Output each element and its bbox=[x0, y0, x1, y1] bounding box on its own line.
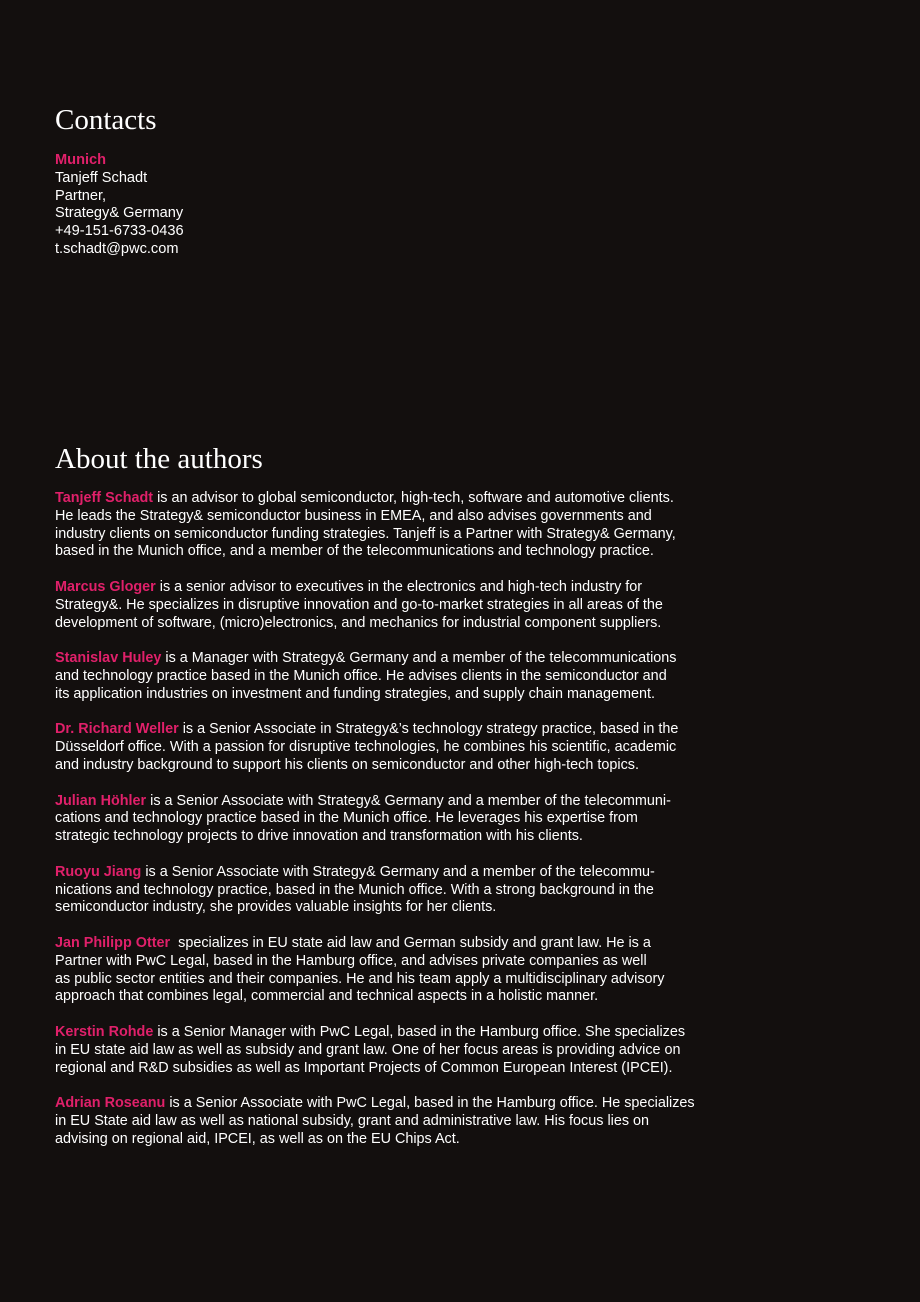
author-bio bbox=[55, 935, 715, 1006]
author-bio bbox=[55, 1024, 715, 1077]
author-bio-text: is a Senior Associate with PwC Legal, based in the Hamburg office. He specializes bbox=[165, 1095, 695, 1112]
author-bio-text: is a senior advisor to executives in the electronics and high-tech industry for bbox=[155, 578, 643, 595]
author-bio-line: strategic technology projects to drive innovation and transformation with his clients. bbox=[55, 828, 583, 845]
author-name: Julian Höhler bbox=[55, 792, 147, 809]
author-name: Adrian Roseanu bbox=[55, 1095, 166, 1112]
author-bio-line: semiconductor industry, she provides valuable insights for her clients. bbox=[55, 899, 497, 916]
about-authors-heading: About the authors bbox=[55, 443, 263, 475]
author-bio-line bbox=[55, 864, 715, 882]
author-bio bbox=[55, 793, 715, 846]
author-bio-line: nications and technology practice, based in the Munich office. With a strong background in the bbox=[55, 881, 654, 898]
author-bio-text: is a Senior Manager with PwC Legal, based in the Hamburg office. She specializes bbox=[153, 1023, 686, 1040]
author-name: Tanjeff Schadt bbox=[55, 490, 154, 506]
author-name: Jan Philipp Otter bbox=[55, 934, 171, 951]
author-bio-line: advising on regional aid, IPCEI, as well as on the EU Chips Act. bbox=[55, 1130, 460, 1147]
author-bio-line bbox=[55, 1024, 715, 1042]
author-name: Stanislav Huley bbox=[55, 650, 162, 667]
author-bio-text: is a Senior Associate with Strategy& Germany and a member of the telecommuni- bbox=[146, 792, 671, 809]
author-bio-line: Düsseldorf office. With a passion for disruptive technologies, he combines his scientific, academic bbox=[55, 739, 677, 756]
author-bio-text: is a Senior Associate with Strategy& Germany and a member of the telecommu- bbox=[141, 863, 655, 880]
author-bio-text: specializes in EU state aid law and German subsidy and grant law. He is a bbox=[170, 934, 651, 951]
author-bio bbox=[55, 490, 715, 561]
author-bio-line bbox=[55, 721, 715, 739]
author-bio-line bbox=[55, 579, 715, 597]
author-bio-text: is a Senior Associate in Strategy&’s technology strategy practice, based in the bbox=[178, 721, 679, 738]
contact-email[interactable]: t.schadt@pwc.com bbox=[55, 240, 179, 257]
contacts-heading: Contacts bbox=[55, 104, 157, 136]
contact-city: Munich bbox=[55, 152, 107, 168]
author-bio-line bbox=[55, 935, 715, 953]
author-bio-line bbox=[55, 1095, 715, 1113]
author-bio-text: is a Manager with Strategy& Germany and a member of the telecommunications bbox=[161, 650, 677, 667]
contact-title: Partner, bbox=[55, 187, 107, 204]
author-bio-line: approach that combines legal, commercial and technical aspects in a holistic manner. bbox=[55, 988, 599, 1005]
author-bio-line: based in the Munich office, and a member of the telecommunications and technology practice. bbox=[55, 543, 654, 560]
author-bio-line: He leads the Strategy& semiconductor business in EMEA, and also advises governments and bbox=[55, 507, 652, 524]
author-bio-line: cations and technology practice based in the Munich office. He leverages his expertise from bbox=[55, 810, 638, 827]
author-bio-line: regional and R&D subsidies as well as Important Projects of Common European Interest (IPCEI). bbox=[55, 1059, 673, 1076]
author-bio bbox=[55, 721, 715, 774]
author-bio-line bbox=[55, 650, 715, 668]
author-name: Dr. Richard Weller bbox=[55, 721, 179, 738]
author-bio bbox=[55, 579, 715, 632]
author-bio-line: and technology practice based in the Munich office. He advises clients in the semiconductor and bbox=[55, 667, 667, 684]
contact-card bbox=[55, 152, 184, 259]
author-bio bbox=[55, 864, 715, 917]
contact-company: Strategy& Germany bbox=[55, 205, 184, 222]
author-bio bbox=[55, 1095, 715, 1148]
author-bio bbox=[55, 650, 715, 703]
author-bio-text: is an advisor to global semiconductor, high-tech, software and automotive clients. bbox=[153, 490, 674, 506]
author-name: Kerstin Rohde bbox=[55, 1023, 154, 1040]
author-bio-line: and industry background to support his clients on semiconductor and other high-tech topics. bbox=[55, 756, 639, 773]
author-name: Marcus Gloger bbox=[55, 578, 156, 595]
author-bio-line: Strategy&. He specializes in disruptive innovation and go-to-market strategies in all areas of the bbox=[55, 596, 663, 613]
author-bio-line: development of software, (micro)electronics, and mechanics for industrial component suppliers. bbox=[55, 614, 662, 631]
author-bio-line: Partner with PwC Legal, based in the Hamburg office, and advises private companies as well bbox=[55, 952, 647, 969]
author-bio-line: as public sector entities and their companies. He and his team apply a multidisciplinary advisory bbox=[55, 970, 665, 987]
author-bio-line: industry clients on semiconductor funding strategies. Tanjeff is a Partner with Strategy& Germany, bbox=[55, 525, 676, 542]
author-bio-line: in EU State aid law as well as national subsidy, grant and administrative law. His focus lies on bbox=[55, 1112, 650, 1129]
author-bio-line bbox=[55, 793, 715, 811]
contact-phone[interactable]: +49-151-6733-0436 bbox=[55, 223, 184, 240]
author-bio-list bbox=[55, 490, 715, 1166]
author-bio-line: in EU state aid law as well as subsidy and grant law. One of her focus areas is providing advice on bbox=[55, 1041, 681, 1058]
author-bio-line: its application industries on investment and funding strategies, and supply chain management. bbox=[55, 685, 655, 702]
contact-name: Tanjeff Schadt bbox=[55, 169, 148, 186]
author-bio-line bbox=[55, 490, 715, 508]
author-name: Ruoyu Jiang bbox=[55, 863, 142, 880]
